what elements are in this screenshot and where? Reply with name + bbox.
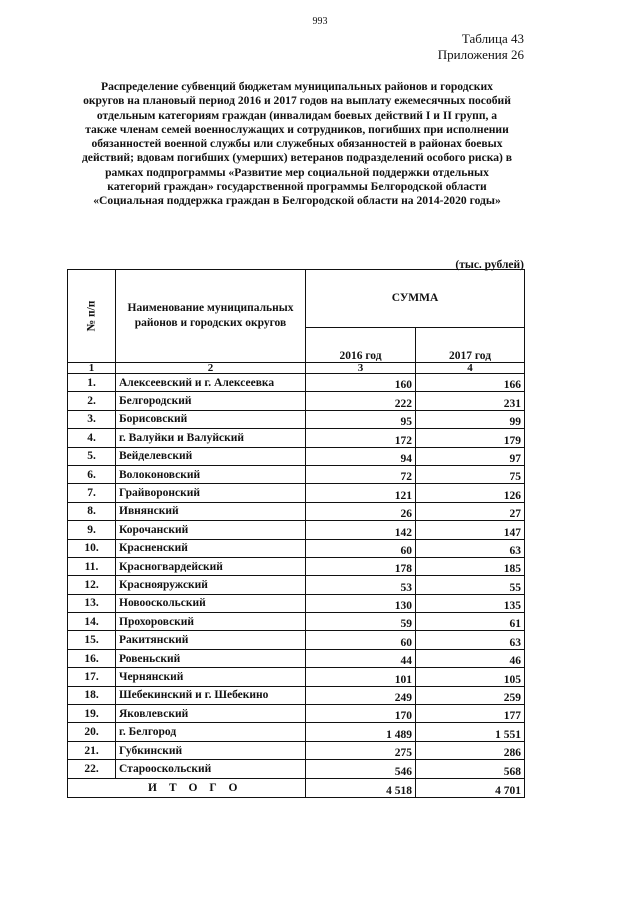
row-value-2017: 55: [416, 576, 525, 594]
row-value-2016: 172: [306, 429, 416, 447]
table-row: [68, 631, 525, 649]
row-value-2017: 105: [416, 668, 525, 686]
table-row: [68, 576, 525, 594]
row-district: Ровеньский: [116, 649, 306, 667]
header-name: Наименование муниципальных районов и городских округов: [116, 270, 306, 363]
table-row: [68, 557, 525, 575]
total-label: ИТОГО: [68, 778, 306, 797]
row-value-2016: 94: [306, 447, 416, 465]
row-district: Грайворонский: [116, 484, 306, 502]
row-district: Чернянский: [116, 668, 306, 686]
subvention-table: [67, 269, 525, 798]
table-row: [68, 760, 525, 778]
row-district: Борисовский: [116, 410, 306, 428]
row-district: Красненский: [116, 539, 306, 557]
row-district: Прохоровский: [116, 613, 306, 631]
row-value-2017: 259: [416, 686, 525, 704]
table-row: [68, 465, 525, 483]
row-value-2016: 546: [306, 760, 416, 778]
row-number: 17.: [68, 668, 116, 686]
title-line: Распределение субвенций бюджетам муниципальных районов и городских: [101, 80, 493, 93]
row-value-2017: 147: [416, 521, 525, 539]
row-value-2016: 1 489: [306, 723, 416, 741]
table-row: [68, 613, 525, 631]
row-value-2016: 59: [306, 613, 416, 631]
row-district: Белгородский: [116, 392, 306, 410]
row-value-2016: 53: [306, 576, 416, 594]
row-value-2017: 46: [416, 649, 525, 667]
row-district: г. Валуйки и Валуйский: [116, 429, 306, 447]
title-line: «Социальная поддержка граждан в Белгородской области на 2014-2020 годы»: [93, 194, 501, 208]
row-number: 6.: [68, 465, 116, 483]
row-value-2016: 60: [306, 539, 416, 557]
row-value-2016: 101: [306, 668, 416, 686]
row-number: 14.: [68, 613, 116, 631]
row-value-2017: 231: [416, 392, 525, 410]
row-value-2016: 249: [306, 686, 416, 704]
row-value-2016: 72: [306, 465, 416, 483]
row-value-2016: 95: [306, 410, 416, 428]
row-number: 22.: [68, 760, 116, 778]
header-sum: СУММА: [306, 270, 525, 328]
row-district: Алексеевский и г. Алексеевка: [116, 374, 306, 392]
row-number: 4.: [68, 429, 116, 447]
row-value-2017: 63: [416, 631, 525, 649]
row-district: Волоконовский: [116, 465, 306, 483]
row-value-2016: 178: [306, 557, 416, 575]
total-2017: 4 701: [416, 778, 525, 797]
row-number: 7.: [68, 484, 116, 502]
table-row: [68, 502, 525, 520]
row-value-2016: 170: [306, 705, 416, 723]
row-number: 19.: [68, 705, 116, 723]
page-number: 993: [312, 16, 328, 27]
row-value-2017: 27: [416, 502, 525, 520]
row-district: Ракитянский: [116, 631, 306, 649]
row-value-2017: 126: [416, 484, 525, 502]
table-row: [68, 374, 525, 392]
row-value-2016: 26: [306, 502, 416, 520]
row-value-2017: 99: [416, 410, 525, 428]
row-district: Ивнянский: [116, 502, 306, 520]
row-district: Шебекинский и г. Шебекино: [116, 686, 306, 704]
row-number: 12.: [68, 576, 116, 594]
table-body: [68, 374, 525, 779]
row-value-2017: 177: [416, 705, 525, 723]
row-number: 18.: [68, 686, 116, 704]
row-district: Новооскольский: [116, 594, 306, 612]
row-number: 15.: [68, 631, 116, 649]
row-value-2016: 60: [306, 631, 416, 649]
row-value-2017: 61: [416, 613, 525, 631]
header-number: [68, 270, 116, 363]
row-district: Вейделевский: [116, 447, 306, 465]
header-year-2016: 2016 год: [306, 327, 416, 362]
column-index: 1: [68, 363, 116, 374]
column-index: 3: [306, 363, 416, 374]
title-line: рамках подпрограммы «Развитие мер социальной поддержки отдельных: [105, 165, 489, 179]
title-line: также членам семей военнослужащих и сотрудников, погибших при исполнении: [85, 122, 509, 136]
title-line: округов на плановый период 2016 и 2017 годов на выплату ежемесячных пособий: [83, 94, 511, 108]
title-line: обязанностей военной службы или служебных обязанностей в районах боевых: [91, 137, 503, 151]
row-district: Красногвардейский: [116, 557, 306, 575]
title-line: действий; вдовам погибших (умерших) ветеранов подразделений особого риска) в: [81, 151, 513, 165]
row-district: Краснояружский: [116, 576, 306, 594]
row-value-2016: 44: [306, 649, 416, 667]
row-number: 20.: [68, 723, 116, 741]
row-value-2016: 121: [306, 484, 416, 502]
row-value-2017: 166: [416, 374, 525, 392]
total-2016: 4 518: [306, 778, 416, 797]
title-line: категорий граждан» государственной программы Белгородской области: [107, 180, 487, 194]
row-value-2017: 179: [416, 429, 525, 447]
title-line: отдельным категориям граждан (инвалидам боевых действий I и II групп, а: [96, 108, 498, 122]
row-district: Яковлевский: [116, 705, 306, 723]
table-row: [68, 686, 525, 704]
row-value-2017: 286: [416, 741, 525, 759]
table-row: [68, 410, 525, 428]
row-number: 1.: [68, 374, 116, 392]
document-title: [62, 80, 532, 209]
table-row: [68, 447, 525, 465]
row-value-2016: 275: [306, 741, 416, 759]
row-number: 3.: [68, 410, 116, 428]
table-row: [68, 392, 525, 410]
row-number: 5.: [68, 447, 116, 465]
row-value-2017: 97: [416, 447, 525, 465]
row-number: 13.: [68, 594, 116, 612]
row-value-2017: 135: [416, 594, 525, 612]
row-value-2016: 130: [306, 594, 416, 612]
row-number: 10.: [68, 539, 116, 557]
column-index: 4: [416, 363, 525, 374]
table-row: [68, 484, 525, 502]
units-label: (тыс. рублей): [455, 259, 524, 271]
table-row: [68, 539, 525, 557]
row-value-2017: 185: [416, 557, 525, 575]
table-row: [68, 649, 525, 667]
row-district: Корочанский: [116, 521, 306, 539]
appendix-reference: Приложения 26: [437, 47, 524, 62]
table-row: [68, 521, 525, 539]
row-value-2017: 75: [416, 465, 525, 483]
row-value-2017: 63: [416, 539, 525, 557]
row-number: 11.: [68, 557, 116, 575]
row-number: 9.: [68, 521, 116, 539]
row-value-2016: 142: [306, 521, 416, 539]
header-number-label: № п/п: [85, 300, 98, 332]
table-row: [68, 705, 525, 723]
table-reference: Таблица 43: [461, 31, 524, 46]
row-value-2016: 222: [306, 392, 416, 410]
row-district: Старооскольский: [116, 760, 306, 778]
row-value-2017: 1 551: [416, 723, 525, 741]
row-number: 8.: [68, 502, 116, 520]
row-value-2017: 568: [416, 760, 525, 778]
header-year-2017: 2017 год: [416, 327, 525, 362]
table-row: [68, 594, 525, 612]
column-index: 2: [116, 363, 306, 374]
row-number: 2.: [68, 392, 116, 410]
table-row: [68, 723, 525, 741]
row-number: 16.: [68, 649, 116, 667]
row-district: г. Белгород: [116, 723, 306, 741]
row-number: 21.: [68, 741, 116, 759]
row-value-2016: 160: [306, 374, 416, 392]
table-row: [68, 668, 525, 686]
row-district: Губкинский: [116, 741, 306, 759]
table-row: [68, 741, 525, 759]
total-row: [68, 778, 525, 797]
table-row: [68, 429, 525, 447]
